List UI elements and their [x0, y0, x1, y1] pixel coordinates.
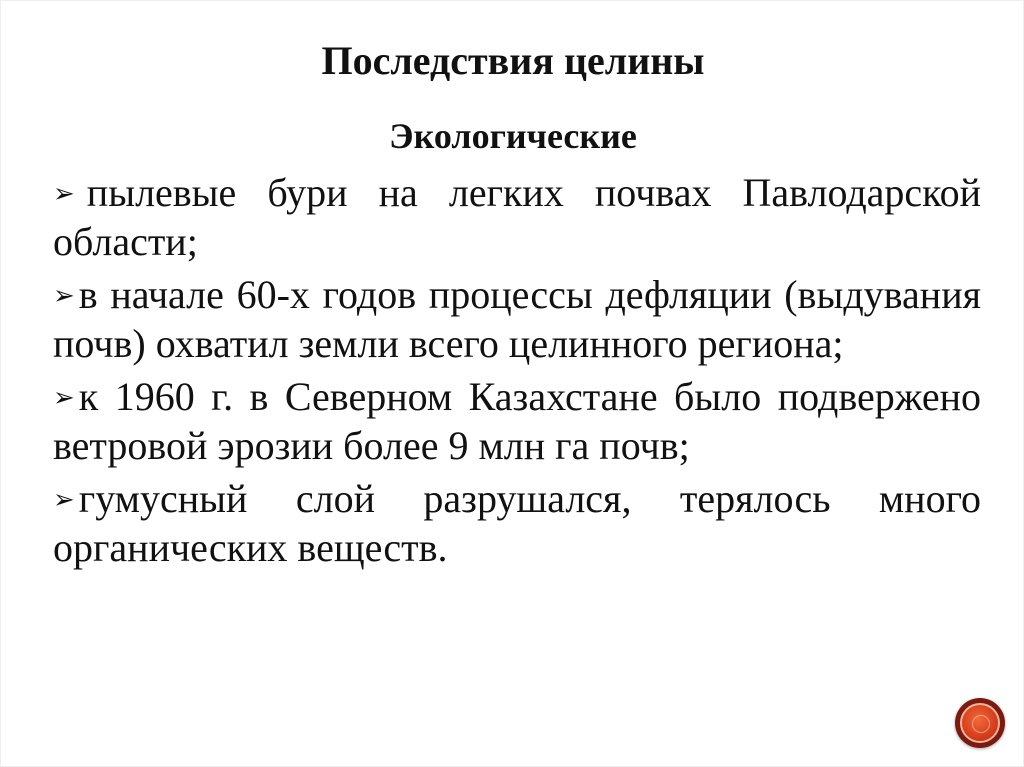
list-item — [53, 373, 981, 470]
arrow-bullet-icon: ➢ — [53, 281, 75, 311]
page-title: Последствия целины — [321, 38, 705, 83]
nav-ring-icon — [972, 715, 990, 733]
list-item — [53, 475, 981, 572]
arrow-bullet-icon: ➢ — [53, 383, 75, 413]
list-item — [53, 271, 981, 368]
list-item-text: в начале 60-х годов процессы дефляции (выдувания почв) охватил земли всего целинного региона; — [53, 272, 981, 366]
list-item-text: гумусный слой разрушался, терялось много органических веществ. — [53, 476, 981, 570]
list-item — [53, 169, 981, 266]
circle-nav-icon — [960, 703, 1000, 743]
list-item-text: к 1960 г. в Северном Казахстане было подвержено ветровой эрозии более 9 млн га почв; — [53, 374, 981, 468]
section-subtitle: Экологические — [389, 116, 637, 156]
arrow-bullet-icon: ➢ — [53, 485, 75, 515]
slide-nav-button[interactable] — [955, 698, 1005, 748]
arrow-bullet-icon: ➢ — [53, 179, 75, 209]
consequences-list — [53, 169, 981, 577]
list-item-text: пылевые бури на легких почвах Павлодарской области; — [53, 170, 981, 264]
